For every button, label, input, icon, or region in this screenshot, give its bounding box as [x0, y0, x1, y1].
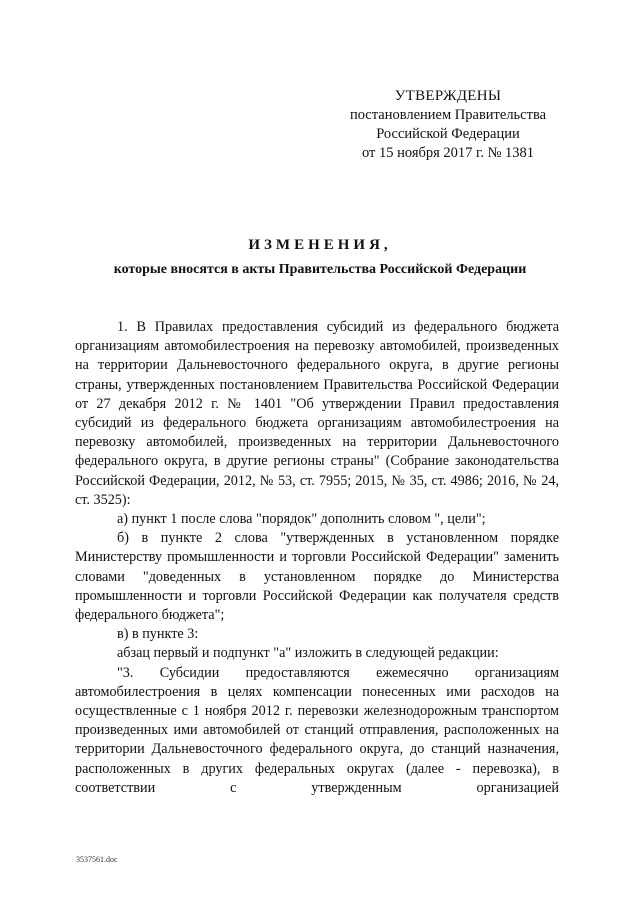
approval-line-1: постановлением Правительства: [349, 107, 547, 123]
paragraph-abzac: абзац первый и подпункт "а" изложить в следующей редакции:: [117, 645, 499, 662]
document-body: [75, 318, 559, 798]
approval-block: [340, 87, 556, 163]
paragraph-b: б) в пункте 2 слова "утвержденных в установленном порядке Министерству промышленности и торговли Российской Федерации" заменить словами "доведенных в установленном порядке до Министерства промышленности и торговли Российской Федерации как получателя средств федерального бюджета";: [75, 530, 559, 624]
document-subtitle: которые вносятся в акты Правительства Российской Федерации: [113, 262, 527, 277]
approval-heading: УТВЕРЖДЕНЫ: [394, 88, 502, 104]
paragraph-a: а) пункт 1 после слова "порядок" дополнить словом ", цели";: [117, 511, 486, 528]
document-title: ИЗМЕНЕНИЯ,: [248, 237, 392, 253]
approval-line-3: от 15 ноября 2017 г. № 1381: [361, 145, 535, 161]
paragraph-quote-3: "3. Субсидии предоставляются ежемесячно организациям автомобилестроения в целях компенсации понесенных ими расходов на осуществленные с 1 ноября 2012 г. перевозки железнодорожным транспортом произведенных ими автомобилей от станций отправления, расположенных на территории Дальневосточного федерального округа, до станций назначения, расположенных в других федеральных округах (далее - перевозка), в соответствии с утвержденным организацией: [75, 664, 559, 796]
footer-document-code: 3537561.doc: [76, 855, 118, 864]
paragraph-1: 1. В Правилах предоставления субсидий из федерального бюджета организациям автомобилестроения на перевозку автомобилей, произведенных на территории Дальневосточного федерального округа, в другие регионы страны, утвержденных постановлением Правительства Российской Федерации от 27 декабря 2012 г. № 1401 "Об утверждении Правил предоставления субсидий из федерального бюджета организациям автомобилестроения на перевозку автомобилей, произведенных на территории Дальневосточного федерального округа, в другие регионы страны" (Собрание законодательства Российской Федерации, 2012, № 53, ст. 7955; 2015, № 35, ст. 4986; 2016, № 24, ст. 3525):: [75, 319, 559, 508]
approval-line-2: Российской Федерации: [376, 126, 520, 142]
paragraph-v: в) в пункте 3:: [117, 626, 199, 643]
